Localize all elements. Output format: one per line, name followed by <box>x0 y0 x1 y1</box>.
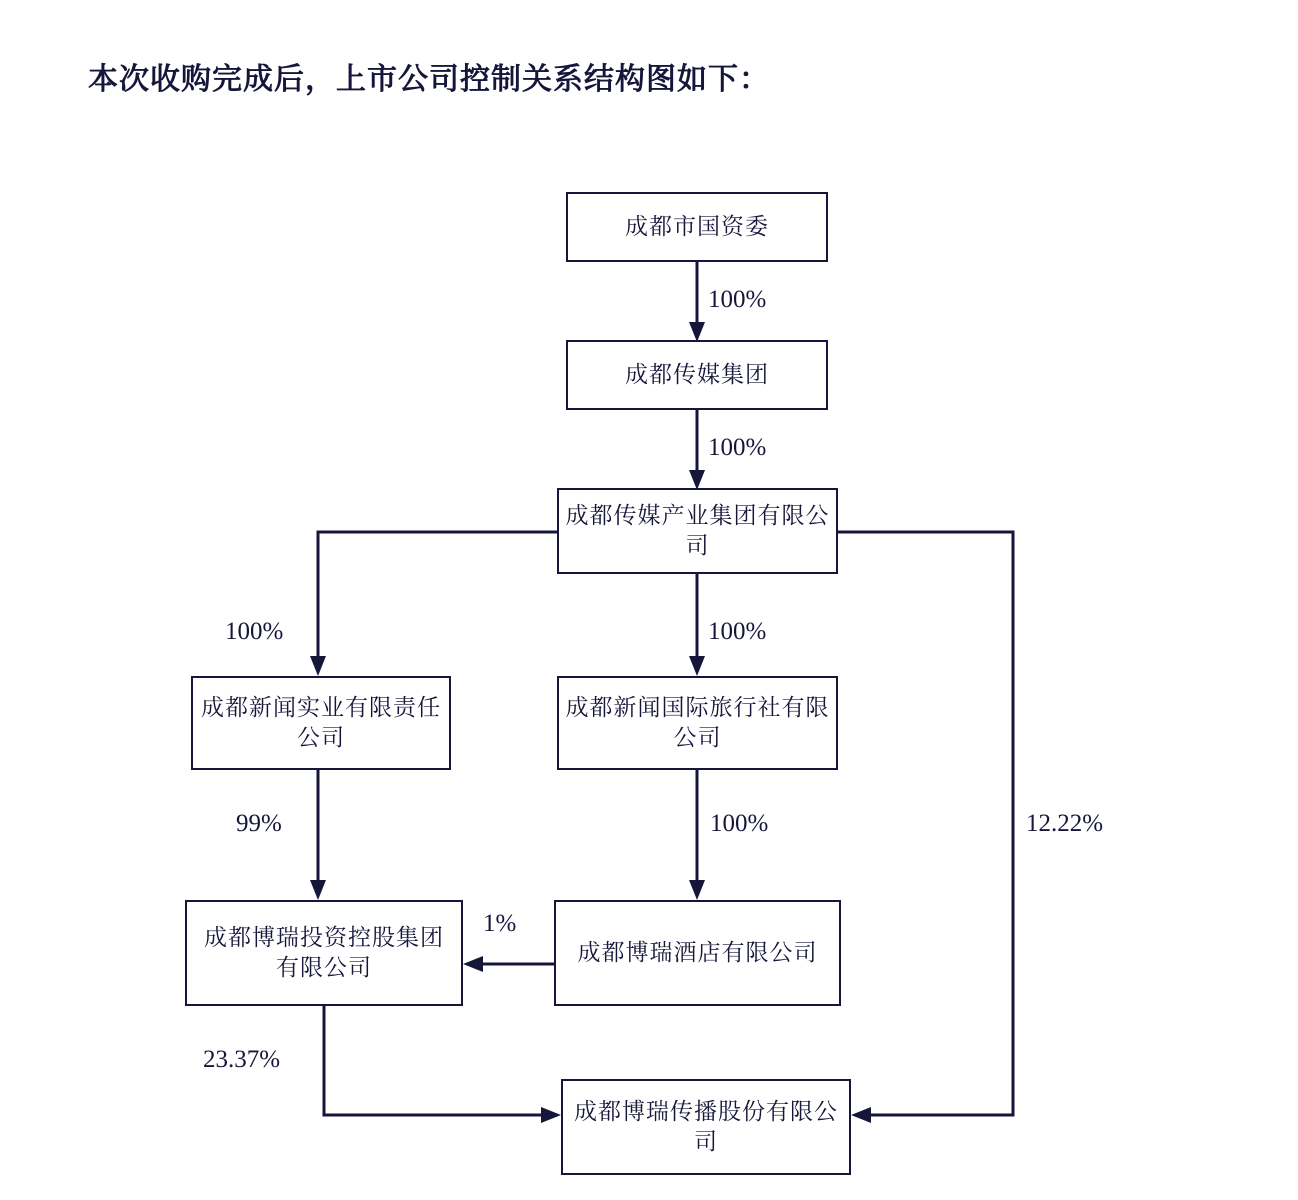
arrowhead-borui-hotel <box>689 880 705 900</box>
node-label: 成都新闻国际旅行社有限公司 <box>565 694 830 750</box>
edge-borui-invest-borui-media <box>324 1006 547 1115</box>
node-label: 成都传媒集团 <box>625 361 769 387</box>
arrowhead-news-travel <box>689 656 705 676</box>
arrowhead-media-ind <box>689 470 705 490</box>
edge-label-media-ind-to-news-ind: 100% <box>225 618 284 645</box>
node-label: 成都博瑞酒店有限公司 <box>577 939 818 965</box>
node-borui-media-listed[interactable] <box>561 1079 851 1175</box>
arrowhead-news-ind <box>310 656 326 676</box>
node-label: 成都传媒产业集团有限公司 <box>565 502 830 558</box>
edge-label-news-travel-to-borui-hotel: 100% <box>710 810 769 837</box>
node-chengdu-news-intl-travel[interactable] <box>557 676 838 770</box>
arrowhead-borui-media-left <box>541 1107 561 1123</box>
edge-media-ind-borui-media <box>838 532 1013 1115</box>
node-chengdu-media-group[interactable] <box>566 340 828 410</box>
arrowhead-borui-invest-left <box>463 956 483 972</box>
node-label: 成都新闻实业有限责任公司 <box>201 694 441 750</box>
node-borui-hotel[interactable] <box>554 900 841 1006</box>
node-chengdu-media-industry-group[interactable] <box>557 488 838 574</box>
node-borui-investment-holding[interactable] <box>185 900 463 1006</box>
arrowhead-borui-invest <box>310 880 326 900</box>
edge-label-sasac-to-media-group: 100% <box>708 286 767 313</box>
arrowhead-media-group <box>689 322 705 342</box>
arrowhead-borui-media-right <box>851 1107 871 1123</box>
edge-media-ind-news-ind <box>318 532 557 664</box>
edge-label-borui-hotel-to-borui-invest: 1% <box>483 910 517 937</box>
node-label: 成都市国资委 <box>625 213 769 239</box>
node-label: 成都博瑞投资控股集团有限公司 <box>204 924 444 980</box>
edge-label-media-ind-to-news-travel: 100% <box>708 618 767 645</box>
node-label: 成都博瑞传播股份有限公司 <box>574 1098 838 1154</box>
edge-label-borui-invest-to-borui-media: 23.37% <box>203 1046 281 1073</box>
edge-label-media-group-to-media-ind: 100% <box>708 434 767 461</box>
edge-label-media-ind-to-borui-media: 12.22% <box>1026 810 1104 837</box>
edge-label-news-ind-to-borui-invest: 99% <box>236 810 282 837</box>
node-chengdu-sasac[interactable] <box>566 192 828 262</box>
page-title: 本次收购完成后，上市公司控制关系结构图如下： <box>88 63 770 96</box>
node-chengdu-news-industry[interactable] <box>191 676 451 770</box>
